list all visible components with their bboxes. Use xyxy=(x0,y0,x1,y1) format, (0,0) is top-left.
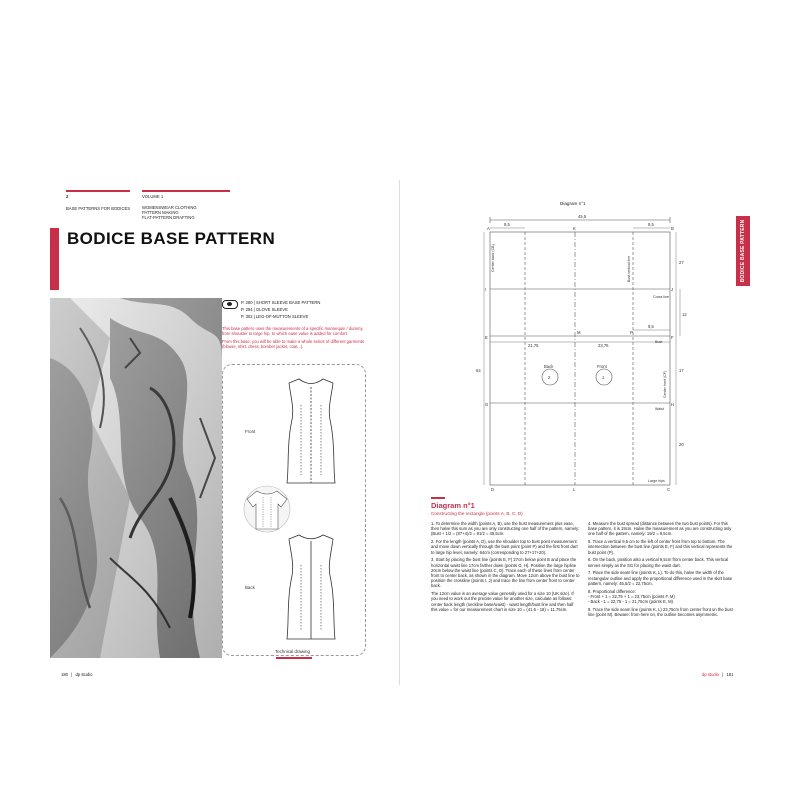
instruction-6: 6. On the back, position also a vertical 9,5cm from center back. This vertical serves simply as the SG for placing the waist dart. xyxy=(588,557,729,568)
side-tab xyxy=(736,216,750,286)
point-g: G xyxy=(485,402,489,407)
front-piece-label: Front xyxy=(597,364,607,369)
side-tab-label: BODICE BASE PATTERN xyxy=(740,219,746,283)
circle-front-num: 1 xyxy=(602,375,605,380)
instruction-1: 1. To determine the width (points A, B), use the bust measurement plus ease, then halve this sum as you are only constructing one half of the pattern, namely: (Bust + 1/2 = (87+4)/2 = 91/2 = 45,5cm. xyxy=(431,521,580,537)
circle-back-num: 2 xyxy=(548,375,551,380)
reference-3[interactable]: P. 302 | LEG-OF-MUTTON SLEEVE xyxy=(241,314,309,319)
point-i: I xyxy=(485,287,487,292)
dim-64: 64 xyxy=(476,368,481,373)
left-footer-brand: dp studio xyxy=(75,672,93,677)
dim-17: 17 xyxy=(679,368,684,373)
dim-20: 20 xyxy=(679,442,684,447)
dim-bust-left: 21,75 xyxy=(528,343,539,348)
front-bodice-drawing xyxy=(287,379,335,483)
point-c: C xyxy=(667,487,671,492)
instruction-3-note: The 12cm value is an average value generally used for a size 10 (UK size). If you need to work out the precise value for another size, calculate as follows: center back length (neckline base/waist) - waist length/bust line and then half this value = for our measurement chart in size 10 = (41.5 - 18) = 11.75cm. xyxy=(431,591,574,612)
right-page-number: 181 xyxy=(726,672,734,677)
volume-line-2: PATTERN MAKING xyxy=(142,210,179,215)
center-front-label: Center front (CF) xyxy=(663,370,667,398)
point-a: A xyxy=(487,226,490,231)
chapter-rule xyxy=(66,190,130,192)
fashion-illustration xyxy=(50,298,222,658)
right-page xyxy=(400,0,800,800)
instruction-8: 8. Proportional difference: xyxy=(588,588,636,594)
point-d: D xyxy=(491,487,495,492)
instruction-7: 7. Place the side seam line (points K, L). To do this, halve the width of the rectangular outline and apply the proportional difference used in the skirt base pattern, namely: 45,5/2 = 22,75cm. xyxy=(588,570,733,586)
reference-2[interactable]: P. 294 | GLOVE SLEEVE xyxy=(241,307,288,312)
heading-accent xyxy=(431,497,445,499)
section-heading: Diagram n°1 xyxy=(431,501,475,510)
chapter-title: BASE PATTERNS FOR BODICES xyxy=(66,206,131,211)
tshirt-drawing xyxy=(244,486,290,532)
instructions-column-2 xyxy=(588,521,738,620)
intro-paragraph-2: From this base, you will be able to make a whole series of different garments (blouse, shirt, dress, bomber jacket, coat...). xyxy=(222,339,365,350)
bust-label: Bust xyxy=(655,340,663,344)
section-subheading: Constructing the rectangle (points A, B, C, D) xyxy=(431,511,523,516)
dim-bp: 9,5 xyxy=(648,324,654,329)
center-back-label: Center back (CB) xyxy=(491,244,495,272)
point-h: H xyxy=(671,402,675,407)
point-l: L xyxy=(573,487,576,492)
left-page-number: 180 xyxy=(61,672,68,677)
volume-line-3: FLAT-PATTERN DRAFTING xyxy=(142,215,195,220)
instructions-column-1 xyxy=(431,521,581,615)
page-title: BODICE BASE PATTERN xyxy=(67,229,276,248)
dim-seg-right: 9,5 xyxy=(648,222,654,227)
volume-label: VOLUME 1 xyxy=(142,194,164,199)
point-j: J xyxy=(671,287,674,292)
dim-width: 45,5 xyxy=(578,214,587,219)
waist-label: Waist xyxy=(655,407,664,411)
intro-paragraph-1: This base pattern uses the measurements of a specific mannequin / dummy, from shoulder to large hip, to which ease value is added for comfort. xyxy=(222,326,364,337)
pattern-diagram xyxy=(476,212,730,502)
back-piece-label: Back xyxy=(544,364,554,369)
volume-rule xyxy=(142,190,230,192)
dim-27: 27 xyxy=(679,260,684,265)
technical-drawing-accent xyxy=(276,657,312,659)
right-footer: dp studio | 181 xyxy=(702,672,734,677)
point-f: F xyxy=(671,335,674,340)
technical-drawing-box xyxy=(222,364,366,656)
right-footer-brand: dp studio xyxy=(702,672,719,677)
intro-text xyxy=(222,326,368,352)
reference-icon xyxy=(222,300,238,309)
instruction-5: 5. Trace a vertical 9,5 cm to the left of center front from top to bottom. The intersection between the bust line (points E, F) and this vertical represents the bust point (P). xyxy=(588,539,733,555)
dim-12: 12 xyxy=(682,312,687,317)
large-hips-label: Large hips xyxy=(648,479,665,483)
instruction-3: 3. Start by placing the bust line (points E, F) 27cm below point B and place the horizontal waist line 17cm farther down (points G, H). Position the large hipline 20cm below the waist line (points C, D). Trace each of these lines from center front to center back, as shown in the diagram. Move 12cm above the bust line to position the crossline (points I, J) and trace the line from center front to center back. xyxy=(431,557,580,589)
point-p: P xyxy=(630,330,633,335)
point-e: E xyxy=(485,335,488,340)
dim-seg-left: 9,5 xyxy=(504,222,510,227)
technical-drawing-label: Technical drawing xyxy=(275,649,310,654)
point-m: M xyxy=(577,330,581,335)
bust-vertical-label: Bust vertical line xyxy=(627,255,631,282)
back-bodice-drawing xyxy=(287,535,335,639)
title-accent-bar xyxy=(50,228,59,290)
reference-1[interactable]: P. 280 | SHORT SLEEVE BASE PATTERN xyxy=(241,300,321,305)
instruction-8-back: - Back - 1 = 22,75 - 1 = 21,75cm (points E, M). xyxy=(588,599,675,605)
chapter-number: 2 xyxy=(66,194,69,199)
point-b: B xyxy=(671,226,674,231)
point-k: K xyxy=(573,226,576,231)
instruction-8-front: - Front + 1 = 22,75 + 1 = 23,75cm (points F, M) xyxy=(588,593,675,599)
diagram-text xyxy=(476,214,687,492)
dim-bust-right: 23,75 xyxy=(598,343,609,348)
crossline-label: Cross line xyxy=(653,295,669,299)
volume-line-1: WOMENSWEAR CLOTHING xyxy=(142,205,197,210)
diagram-caption: Diagram n°1 xyxy=(560,201,586,206)
illustration-artwork xyxy=(50,298,222,658)
bodice-drawings xyxy=(223,365,365,655)
front-label: Front xyxy=(245,429,256,434)
back-label: Back xyxy=(245,585,255,590)
instruction-9: 9. Trace the side seam line (points K, L) 23,75cm from center front on the bust line (point M). Beware: from here on, the outline becomes asymmetric. xyxy=(588,606,733,618)
instruction-4: 4. Measure the bust spread (distance between the two bust points). For this base pattern, it is 19cm. Halve the measurement as you are constructing only one half of the pattern, namely: 19/2 = 9,5cm. xyxy=(588,521,732,537)
left-footer: 180 | dp studio xyxy=(61,672,93,677)
diagram-lines xyxy=(484,217,680,485)
instruction-2: 2. For the length (points A, D), use the shoulder top to bust point measurement and move down vertically through the bust point (point P) and the first front dart to large hip level, namely: 64cm (corresponding to 27+17+20). xyxy=(431,539,578,555)
